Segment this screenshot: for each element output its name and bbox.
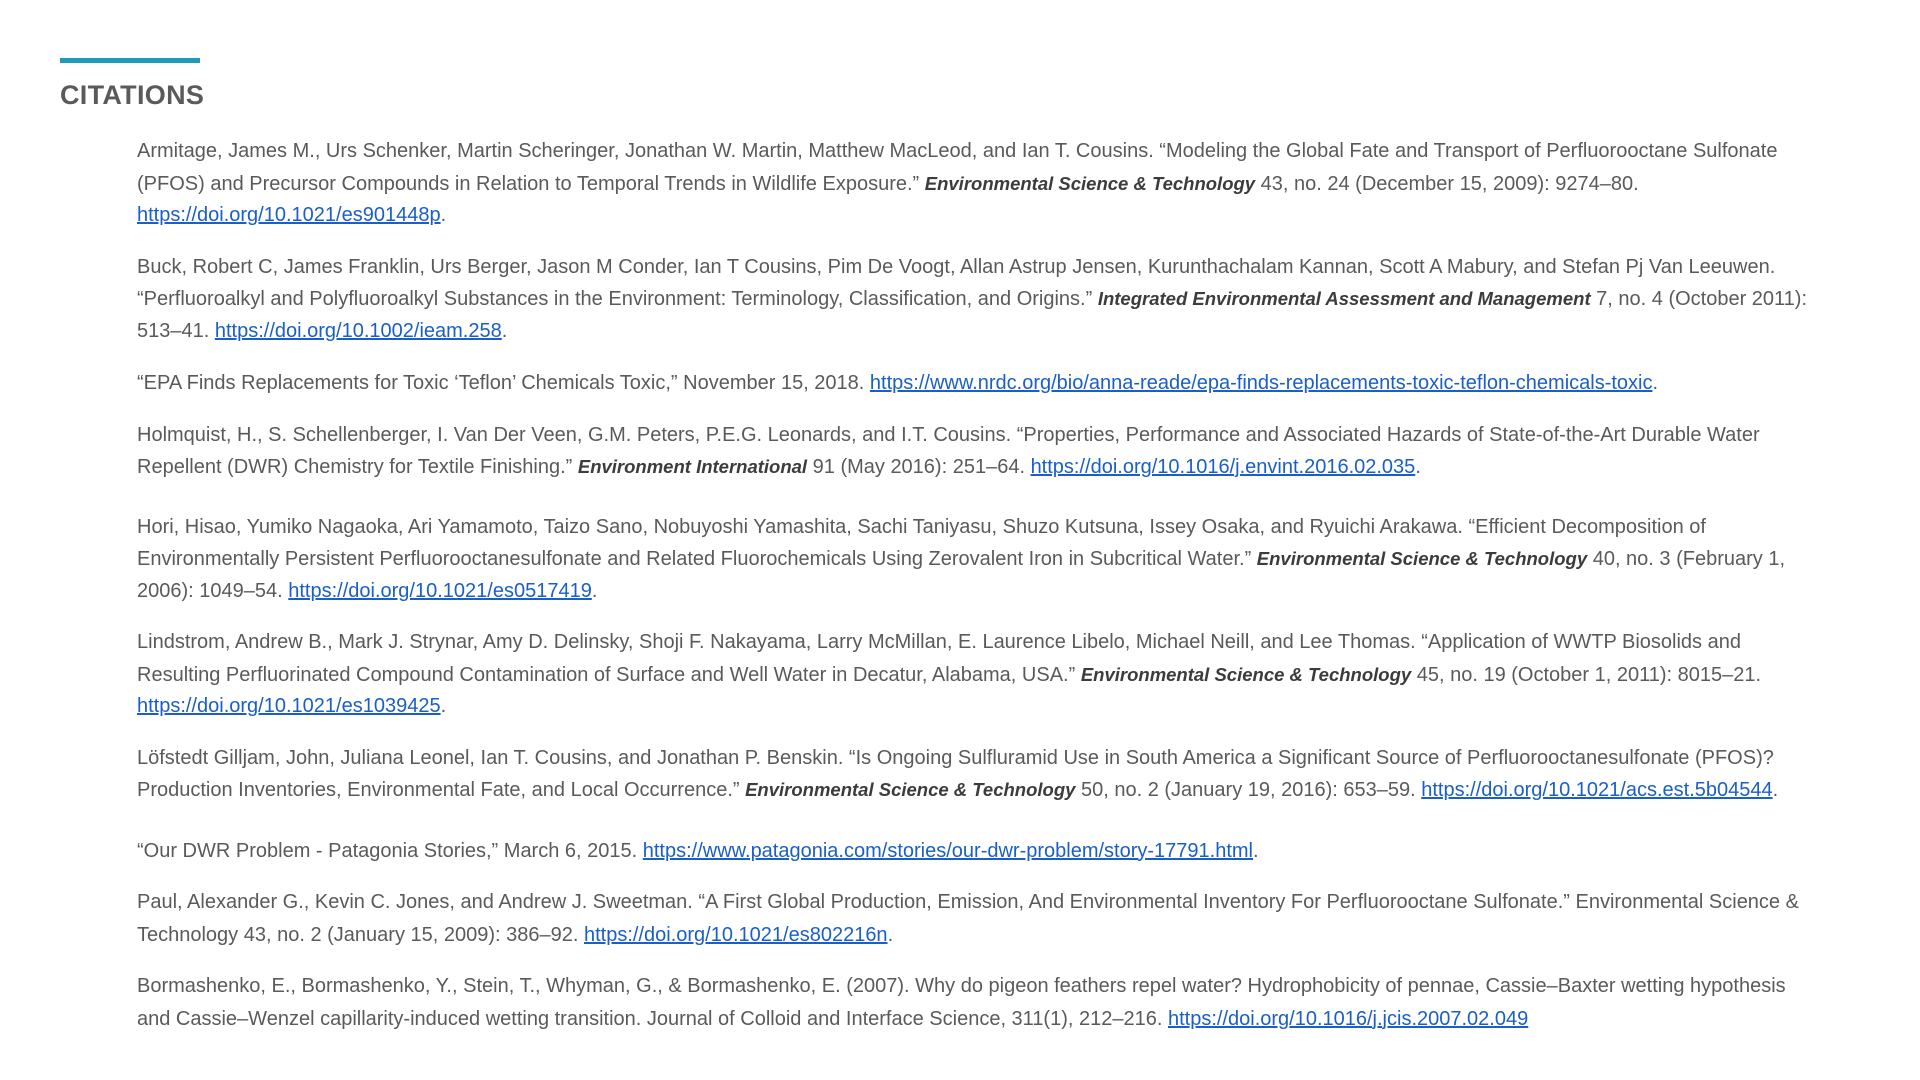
citation-trailing: . — [1415, 456, 1421, 478]
citation-text: Buck, Robert C, James Franklin, Urs Berger, Jason M Conder, Ian T Cousins, Pim De Voogt, Allan Astrup Jensen, Kurunthachalam Kannan, Scott A Mabury, and Stefan Pj Van Leeuwen. “Perfluoroalkyl and Polyfluoroalkyl Substances in the Environment: Terminology, Classification, and Origins.” — [137, 255, 1776, 310]
citation-text: Löfstedt Gilljam, John, Juliana Leonel, Ian T. Cousins, and Jonathan P. Benskin. “Is Ongoing Sulfluramid Use in South America a Significant Source of Perfluorooctanesulfonate (PFOS)? Production Inventories, Environmental Fate, and Local Occurrence.” — [137, 746, 1774, 801]
page-title: CITATIONS — [60, 80, 205, 110]
citation-link[interactable]: https://doi.org/10.1016/j.jcis.2007.02.049 — [1167, 1007, 1529, 1030]
citation-text: Bormashenko, E., Bormashenko, Y., Stein, T., Whyman, G., & Bormashenko, E. (2007). Why do pigeon feathers repel water? Hydrophobicity of pennae, Cassie–Baxter wetting hypothesis and Cassie–Wenzel capillarity-induced wetting transition. Journal of Colloid and Interface Science, 311(1), 212–216. — [137, 975, 1786, 1030]
citation-trailing: . — [887, 923, 894, 946]
citation-link[interactable]: https://doi.org/10.1021/acs.est.5b04544 — [1421, 779, 1773, 801]
citation-text: “Our DWR Problem - Patagonia Stories,” March 6, 2015. — [137, 839, 643, 862]
citation-trailing: . — [1772, 779, 1779, 801]
citation-text: Paul, Alexander G., Kevin C. Jones, and Andrew J. Sweetman. “A First Global Production, Emission, And Environmental Inventory For Perfluorooctane Sulfonate.” Environmental Science & Technology 43, no. 2 (January 15, 2009): 386–92. — [137, 891, 1799, 946]
citation-details: 50, no. 2 (January 19, 2016): 653–59. — [1075, 779, 1422, 801]
citation-journal: Environmental Science & Technology — [1080, 663, 1412, 685]
citation-trailing: . — [1652, 372, 1659, 394]
citation-item — [137, 136, 1817, 232]
citation-item — [137, 835, 1817, 868]
citation-journal: Environment International — [577, 456, 808, 477]
citation-text: Hori, Hisao, Yumiko Nagaoka, Ari Yamamoto, Taizo Sano, Nobuyoshi Yamashita, Sachi Taniyasu, Shuzo Kutsuna, Issey Osaka, and Ryuichi Arakawa. “Efficient Decomposition of Environmentally Persistent Perfluorooctanesulfonate and Related Fluorochemicals Using Zerovalent Iron in Subcritical Water.” — [137, 515, 1706, 570]
citation-item — [137, 367, 1817, 400]
citation-link[interactable]: https://doi.org/10.1002/ieam.258 — [214, 319, 502, 342]
citation-details: 43, no. 24 (December 15, 2009): 9274–80. — [1255, 172, 1639, 195]
citation-details: 91 (May 2016): 251–64. — [807, 456, 1031, 478]
citation-trailing: . — [591, 579, 598, 602]
citation-link[interactable]: https://doi.org/10.1021/es0517419 — [288, 579, 592, 602]
citation-journal: Environmental Science & Technology — [745, 779, 1076, 800]
citation-text: Armitage, James M., Urs Schenker, Martin Scheringer, Jonathan W. Martin, Matthew MacLeod, and Ian T. Cousins. “Modeling the Global Fate and Transport of Perfluorooctane Sulfonate (PFOS) and Precursor Compounds in Relation to Temporal Trends in Wildlife Exposure.” — [137, 140, 1778, 195]
citation-link[interactable]: https://doi.org/10.1021/es802216n — [583, 923, 888, 946]
citation-link[interactable]: https://doi.org/10.1016/j.envint.2016.02.035 — [1030, 456, 1416, 478]
citation-item — [137, 887, 1817, 951]
heading-accent-bar — [60, 58, 200, 63]
citation-trailing: . — [501, 319, 508, 342]
citation-item — [137, 743, 1817, 807]
citation-trailing: . — [1253, 839, 1259, 862]
citation-list — [137, 136, 1817, 1055]
citation-journal: Integrated Environmental Assessment and Management — [1097, 288, 1591, 309]
citation-item — [137, 971, 1817, 1035]
citation-journal: Environmental Science & Technology — [1256, 548, 1588, 569]
citation-item — [137, 252, 1817, 348]
citation-journal: Environmental Science & Technology — [924, 172, 1256, 194]
citation-text: Holmquist, H., S. Schellenberger, I. Van Der Veen, G.M. Peters, P.E.G. Leonards, and I.T. Cousins. “Properties, Performance and Associated Hazards of State-of-the-Art Durable Water Repellent (DWR) Chemistry for Textile Finishing.” — [137, 423, 1760, 478]
citation-text: Lindstrom, Andrew B., Mark J. Strynar, Amy D. Delinsky, Shoji F. Nakayama, Larry McMillan, E. Laurence Libelo, Michael Neill, and Lee Thomas. “Application of WWTP Biosolids and Resulting Perfluorinated Compound Contamination of Surface and Well Water in Decatur, Alabama, USA.” — [137, 631, 1741, 686]
citation-trailing: . — [440, 204, 447, 226]
citation-link[interactable]: https://www.patagonia.com/stories/our-dwr-problem/story-17791.html — [642, 839, 1254, 862]
citation-details: 7, no. 4 (October 2011): 513–41. — [137, 288, 1808, 342]
citation-text: “EPA Finds Replacements for Toxic ‘Teflon’ Chemicals Toxic,” November 15, 2018. — [137, 372, 870, 394]
citation-link[interactable]: https://doi.org/10.1021/es901448p — [137, 204, 441, 226]
citation-link[interactable]: https://www.nrdc.org/bio/anna-reade/epa-finds-replacements-toxic-teflon-chemicals-toxic — [869, 372, 1653, 394]
citation-item — [137, 512, 1817, 608]
citation-trailing: . — [440, 695, 447, 717]
citation-link[interactable]: https://doi.org/10.1021/es1039425 — [137, 695, 441, 717]
citation-details: 45, no. 19 (October 1, 2011): 8015–21. — [1411, 663, 1762, 686]
citation-details: 40, no. 3 (February 1, 2006): 1049–54. — [137, 548, 1786, 602]
citation-item — [137, 420, 1817, 484]
citation-item — [137, 627, 1817, 723]
